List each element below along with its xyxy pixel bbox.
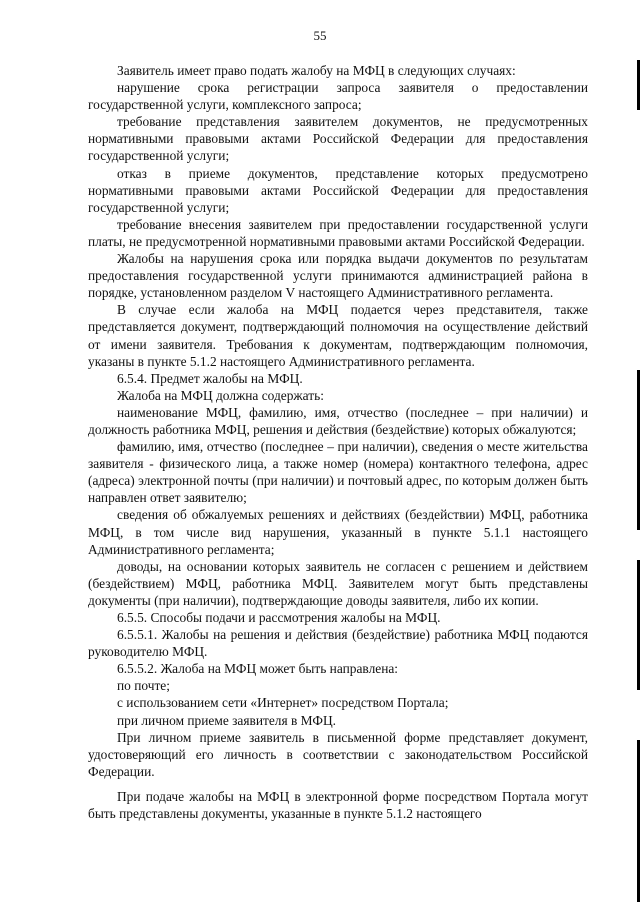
section-heading: 6.5.4. Предмет жалобы на МФЦ. — [117, 370, 303, 386]
paragraph: требование внесения заявителем при предоставлении государственной услуги платы, не предусмотренной нормативными правовыми актами Российской Федерации. — [88, 216, 588, 249]
paragraph: наименование МФЦ, фамилию, имя, отчество (последнее – при наличии) и должность работника МФЦ, решения и действия (бездействие) которых обжалуются; — [88, 404, 588, 437]
document-body — [88, 62, 588, 822]
paragraph: сведения об обжалуемых решениях и действиях (бездействии) МФЦ, работника МФЦ, в том числе вид нарушения, указанный в пункте 5.1.1 настоящего Административного регламента; — [88, 507, 588, 557]
page-number: 55 — [313, 28, 327, 43]
paragraph: 6.5.5.2. Жалоба на МФЦ может быть направлена: — [117, 661, 399, 677]
paragraph: Заявитель имеет право подать жалобу на МФЦ в следующих случаях: — [117, 63, 516, 78]
paragraph: доводы, на основании которых заявитель не согласен с решением и действием (бездействием) МФЦ, работника МФЦ. Заявителем могут быть представлены документы (при наличии), подтверждающие доводы заявителя, либо их копии. — [88, 558, 588, 608]
paragraph: Жалобы на нарушения срока или порядка выдачи документов по результатам предоставления государственной услуги принимаются администрацией района в порядке, установленном разделом V настоящего Административного регламента. — [88, 251, 588, 301]
paragraph: нарушение срока регистрации запроса заявителя о предоставлении государственной услуги, комплексного запроса; — [88, 80, 588, 113]
paragraph: В случае если жалоба на МФЦ подается через представителя, также представляется документ, подтверждающий полномочия на осуществление действий от имени заявителя. Требования к документам, подтверждающим полномочия, указаны в пункте 5.1.2 настоящего Административного регламента. — [88, 302, 588, 369]
paragraph: При подаче жалобы на МФЦ в электронной форме посредством Портала могут быть представлены документы, указанные в пункте 5.1.2 настоящего — [88, 788, 588, 822]
paragraph: При личном приеме заявитель в письменной форме представляет документ, удостоверяющий его личность в соответствии с законодательством Российской Федерации. — [88, 729, 588, 779]
paragraph: отказ в приеме документов, представление которых предусмотрено нормативными правовыми актами Российской Федерации для предоставления государственной услуги; — [88, 165, 588, 215]
list-item: с использованием сети «Интернет» посредством Портала; — [117, 695, 449, 711]
paragraph: требование представления заявителем документов, не предусмотренных нормативными правовыми актами Российской Федерации для предоставления государственной услуги; — [88, 114, 588, 164]
paragraph: 6.5.5.1. Жалобы на решения и действия (бездействие) работника МФЦ подаются руководителю МФЦ. — [88, 627, 588, 660]
paragraph: фамилию, имя, отчество (последнее – при наличии), сведения о месте жительства заявителя - физического лица, а также номер (номера) контактного телефона, адрес (адреса) электронной почты (при наличии) и почтовый адрес, по которым должен быть направлен ответ заявителю; — [88, 439, 588, 506]
list-item: при личном приеме заявителя в МФЦ. — [117, 712, 336, 728]
list-item: по почте; — [117, 678, 170, 694]
paragraph: Жалоба на МФЦ должна содержать: — [117, 387, 324, 403]
section-heading: 6.5.5. Способы подачи и рассмотрения жалобы на МФЦ. — [117, 610, 441, 625]
